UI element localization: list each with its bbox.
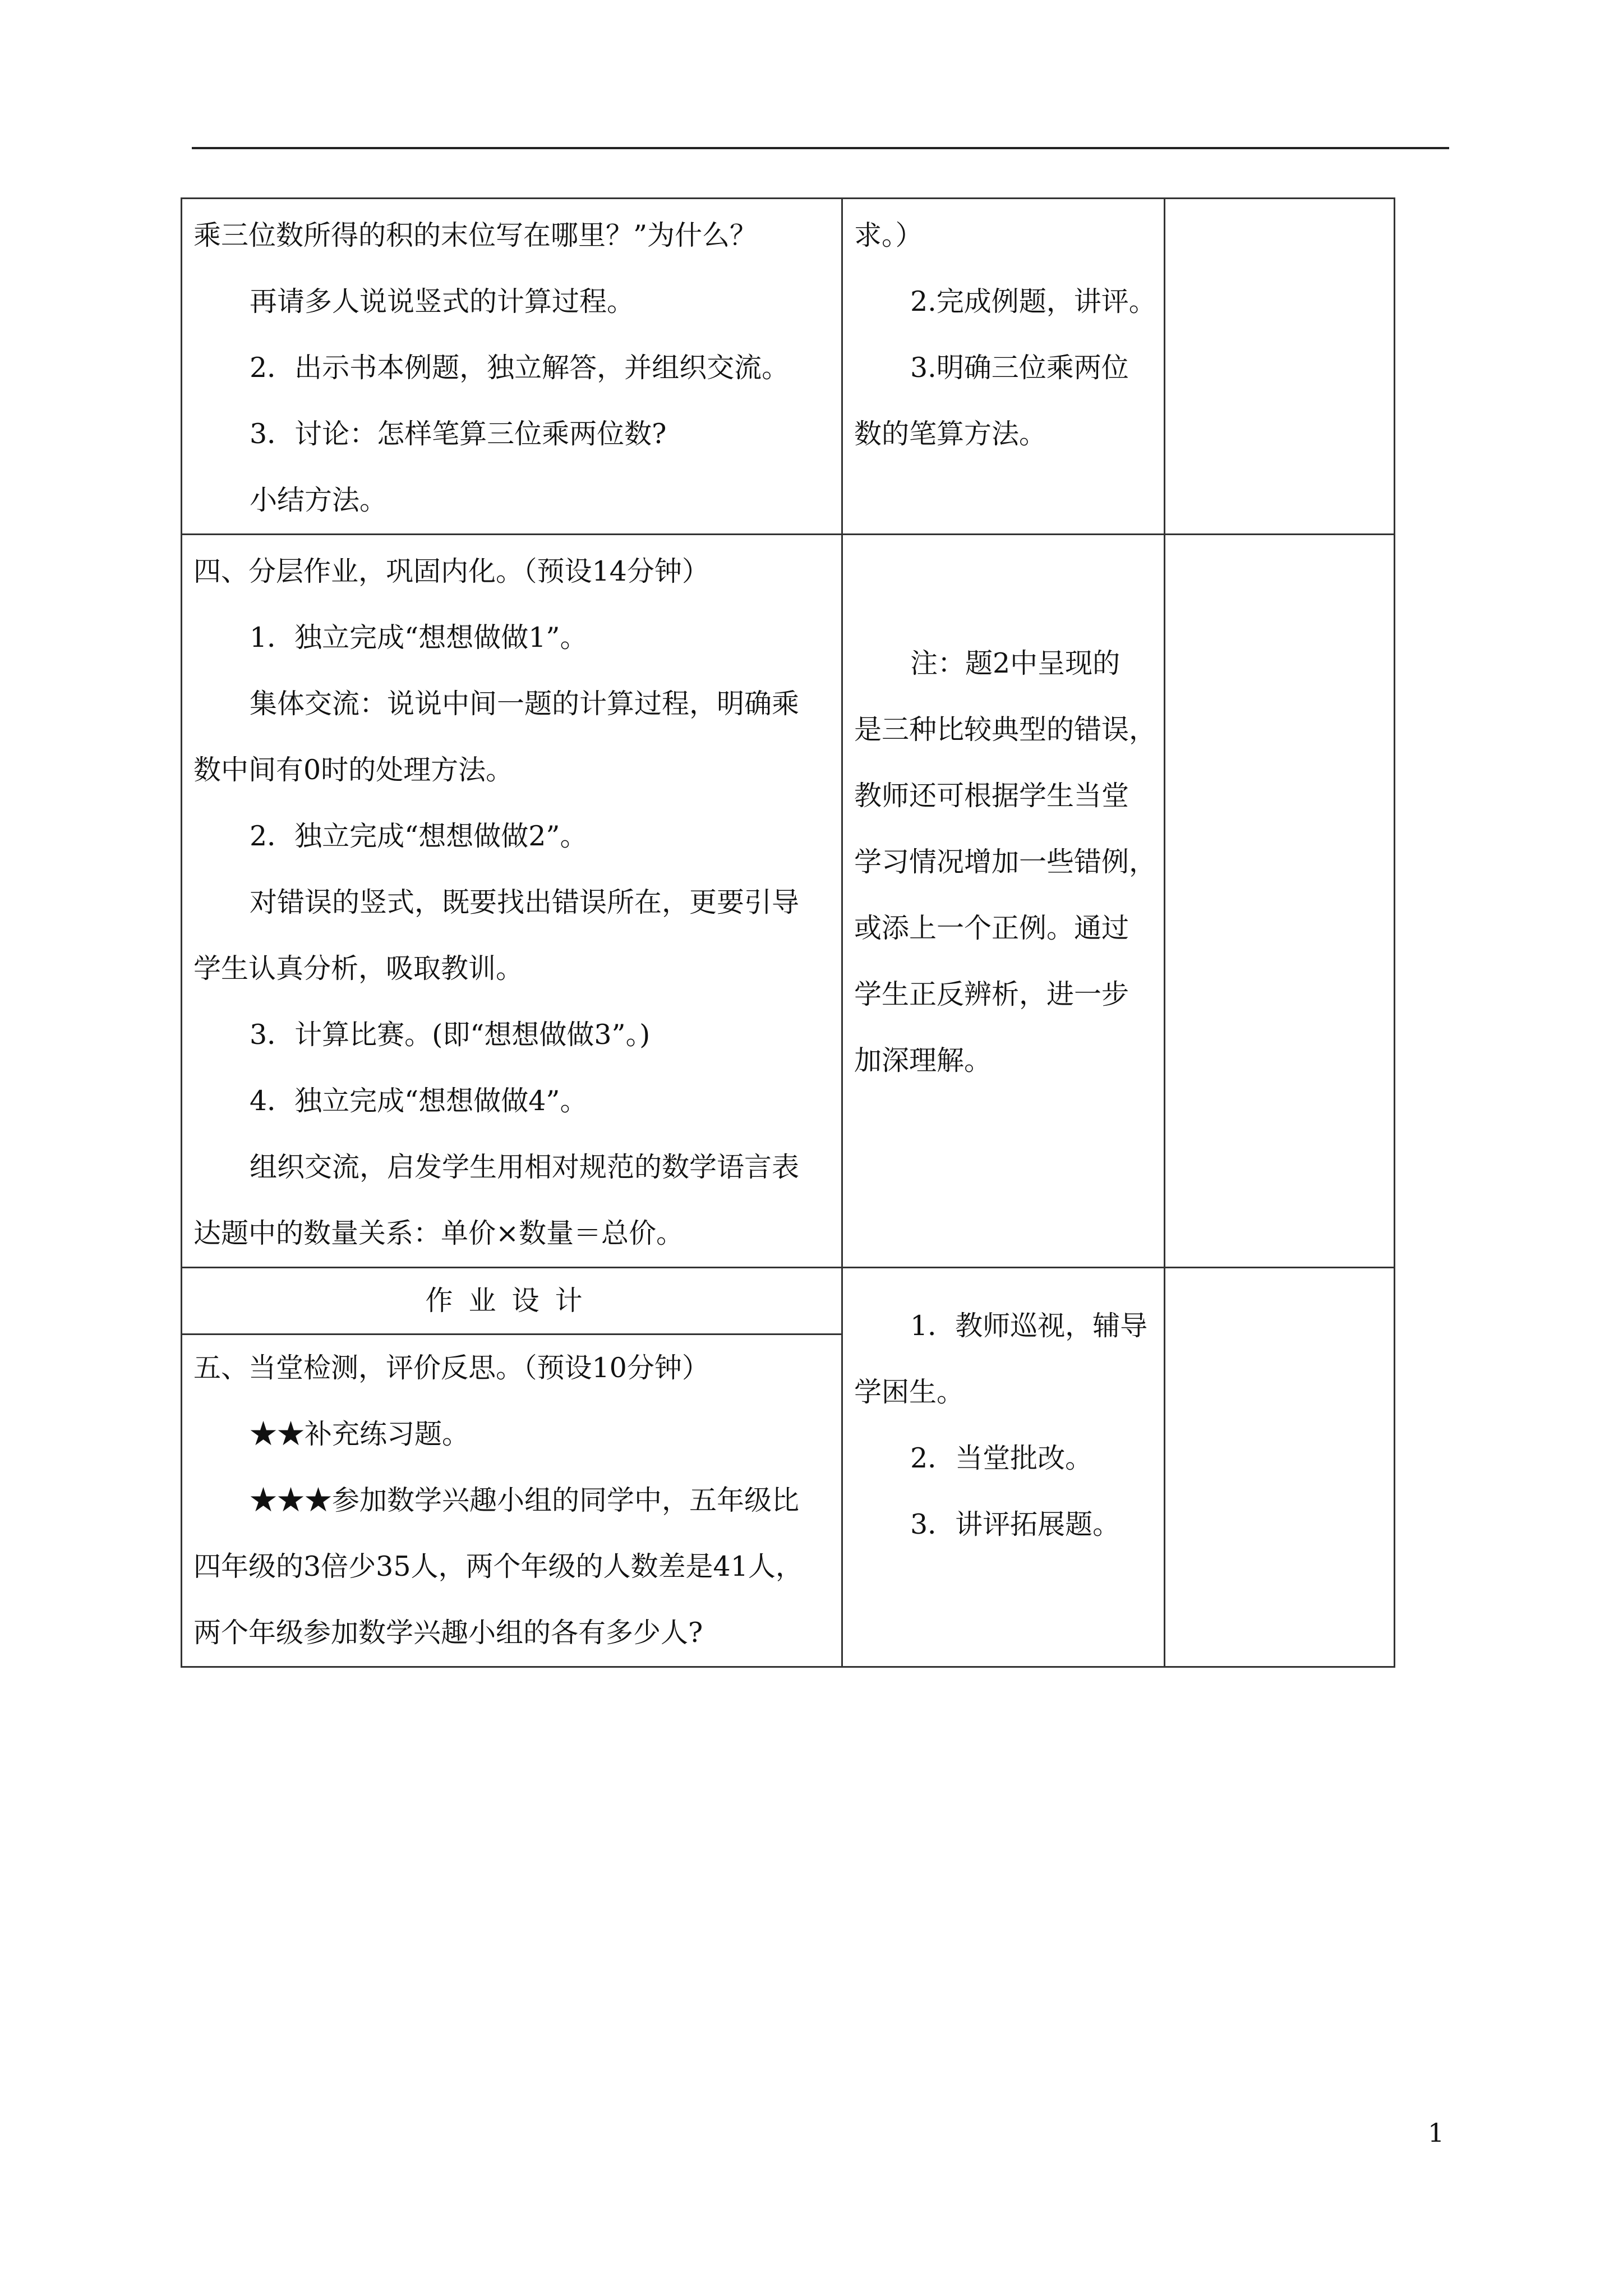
notes-cell [1165, 199, 1395, 535]
text-line: 4．独立完成“想想做做4”。 [250, 1085, 588, 1117]
text-line: 数中间有0时的处理方法。 [193, 754, 514, 786]
text-line: 3．讨论：怎样笔算三位乘两位数? [250, 418, 667, 450]
table-row [182, 1268, 1395, 1335]
text-line: 四、分层作业，巩固内化。（预设14分钟） [193, 555, 709, 587]
text-line: 小结方法。 [250, 484, 388, 516]
table-row [182, 199, 1395, 535]
text-line: 再请多人说说竖式的计算过程。 [250, 286, 635, 318]
text-line: 3．讲评拓展题。 [910, 1508, 1121, 1540]
text-line: 2．当堂批改。 [910, 1442, 1093, 1474]
text-line: 学生认真分析，吸取教训。 [193, 953, 524, 984]
teacher-plan-cell [842, 1268, 1165, 1667]
text-line: 学生正反辨析，进一步 [854, 978, 1129, 1010]
text-line: 是三种比较典型的错误， [854, 714, 1157, 746]
text-line: 四年级的3倍少35人，两个年级的人数差是41人， [193, 1550, 803, 1582]
text-line: 2．出示书本例题，独立解答，并组织交流。 [250, 352, 790, 384]
text-line: 加深理解。 [854, 1045, 992, 1076]
text-line: ★★★参加数学兴趣小组的同学中，五年级比 [250, 1484, 800, 1516]
text-line: 数的笔算方法。 [854, 418, 1047, 450]
table-row [182, 535, 1395, 1268]
text-line: 3．计算比赛。(即“想想做做3”。) [250, 1019, 651, 1051]
text-line: 或添上一个正例。通过 [854, 912, 1129, 944]
text-line: 组织交流，启发学生用相对规范的数学语言表 [250, 1151, 800, 1183]
text-line: 2．独立完成“想想做做2”。 [250, 820, 588, 852]
page-number: 1 [1428, 2118, 1445, 2148]
header-rule [192, 147, 1449, 149]
lesson-plan-table [181, 197, 1395, 1668]
text-line: 乘三位数所得的积的末位写在哪里？”为什么？ [193, 219, 758, 251]
text-line: 2.完成例题，讲评。 [910, 286, 1156, 318]
design-note-cell [842, 535, 1165, 1268]
text-line: 达题中的数量关系：单价×数量＝总价。 [193, 1217, 684, 1249]
notes-cell [1165, 535, 1395, 1268]
student-activity-cell [842, 199, 1165, 535]
text-line: ★★补充练习题。 [250, 1418, 470, 1450]
text-line: 1．教师巡视，辅导 [910, 1310, 1148, 1342]
text-line: 学习情况增加一些错例， [854, 846, 1157, 878]
text-line: 学困生。 [854, 1376, 965, 1408]
teaching-process-cell [182, 199, 842, 535]
text-line: 注：题2中呈现的 [910, 647, 1121, 679]
text-line: 1．独立完成“想想做做1”。 [250, 622, 588, 654]
text-line: 集体交流：说说中间一题的计算过程，明确乘 [250, 688, 800, 720]
text-line: 教师还可根据学生当堂 [854, 780, 1129, 812]
notes-cell [1165, 1268, 1395, 1667]
teaching-process-cell [182, 535, 842, 1268]
text-line: 3.明确三位乘两位 [910, 352, 1129, 384]
homework-design-title: 作业设计 [182, 1268, 842, 1335]
homework-task-cell [182, 1335, 842, 1667]
text-line: 两个年级参加数学兴趣小组的各有多少人? [193, 1617, 703, 1649]
text-line: 求。） [854, 219, 923, 251]
text-line: 五、当堂检测，评价反思。（预设10分钟） [193, 1352, 709, 1384]
text-line: 对错误的竖式，既要找出错误所在，更要引导 [250, 886, 800, 918]
